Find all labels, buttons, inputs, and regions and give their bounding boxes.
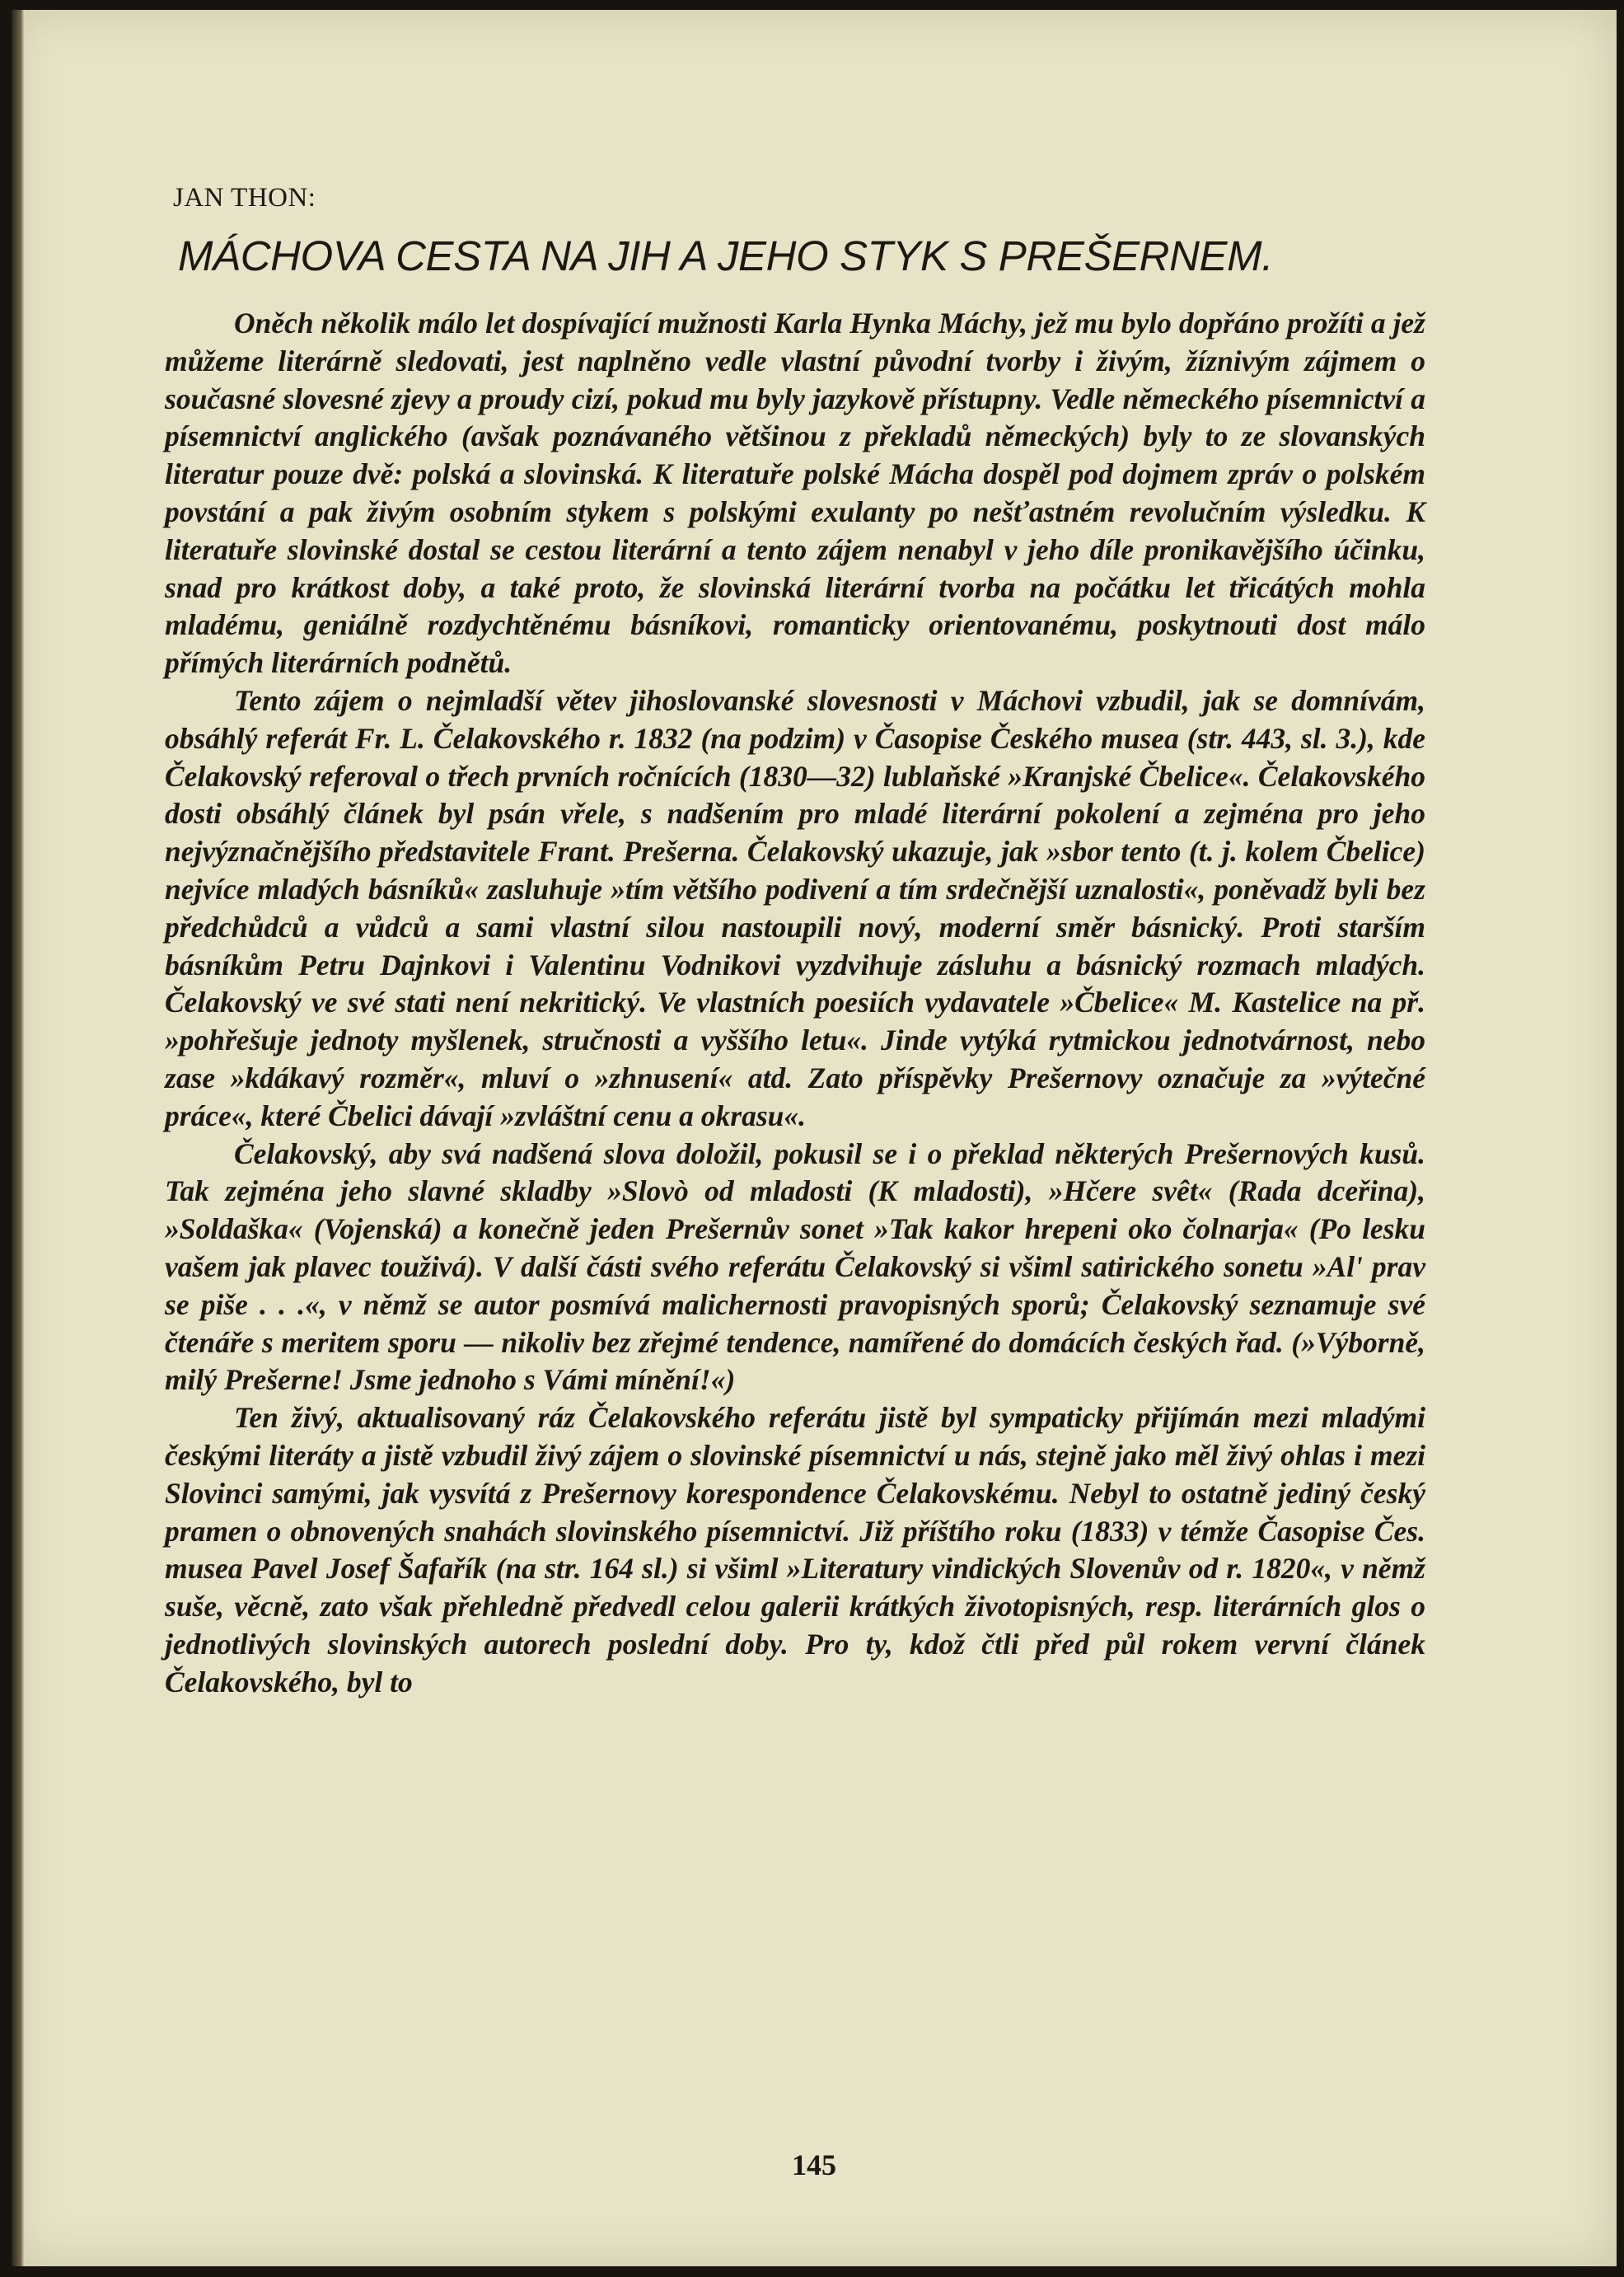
paragraph: Tento zájem o nejmladší větev jihoslovanské slovesnosti v Máchovi vzbudil, jak se domnívám, obsáhlý referát Fr. L. Čelakovského r. 1832 (na podzim) v Časopise Českého musea (str. 443, sl. 3.), kde Čelakovský referoval o třech prvních ročnících (1830—32) lublaňské »Kranjské Čbelice«. Čelakovského dosti obsáhlý článek byl psán vřele, s nadšením pro mladé literární pokolení a zejména pro jeho nejvýznačnějšího představitele Frant. Prešerna. Čelakovský ukazuje, jak »sbor tento (t. j. kolem Čbelice) nejvíce mladých básníků« zasluhuje »tím většího podivení a tím srdečnější uznalosti«, poněvadž byli bez předchůdců a vůdců a sami vlastní silou nastoupili nový, moderní směr básnický. Proti starším básníkům Petru Dajnkovi i Valentinu Vodnikovi vyzdvihuje zásluhu a básnický rozmach mladých. Čelakovský ve své stati není nekritický. Ve vlastních poesiích vydavatele »Čbelice« M. Kastelice na př. »pohřešuje jednoty myšlenek, stručnosti a vyššího letu«. Jinde vytýká rytmickou jednotvárnost, nebo zase »kdákavý rozměr«, mluví o »zhnusení« atd. Zato příspěvky Prešernovy označuje za »výtečné práce«, které Čbelici dávají »zvláštní cenu a okrasu«. (165, 683, 1425, 1132)
author-name: JAN THON: (173, 183, 316, 213)
binding-edge (12, 10, 25, 2266)
paragraph: Ten živý, aktualisovaný ráz Čelakovského referátu jistě byl sympaticky přijímán mezi mladými českými literáty a jistě vzbudil živý zájem o slovinské písemnictví u nás, stejně jako měl živý ohlas i mezi Slovinci samými, jak vysvítá z Prešernovy korespondence Čelakovskému. Nebyl to ostatně jediný český pramen o obnovených snahách slovinského písemnictví. Již příštího roku (1833) v témže Časopise Čes. musea Pavel Josef Šafařík (na str. 164 sl.) si všiml »Literatury vindických Slovenův od r. 1820«, v němž suše, věcně, zato však přehledně předvedl celou galerii krátkých životopisných, resp. literárních glos o jednotlivých slovinských autorech poslední doby. Pro ty, kdož čtli před půl rokem vervní článek Čelakovského, byl to (165, 1401, 1425, 1698)
article (165, 183, 1425, 1701)
book-page (12, 10, 1617, 2266)
paragraph: Oněch několik málo let dospívající mužnosti Karla Hynka Máchy, jež mu bylo dopřáno prožíti a jež můžeme literárně sledovati, jest naplněno vedle vlastní původní tvorby i živým, žíznivým zájmem o současné slovesné zjevy a proudy cizí, pokud mu byly jazykově přístupny. Vedle německého písemnictví a písemnictví anglického (avšak poznávaného většinou z překladů německých) byly to ze slovanských literatur pouze dvě: polská a slovinská. K literatuře polské Mácha dospěl pod dojmem zpráv o polském povstání a pak živým osobním stykem s polskými exulanty po nešťastném revolučním výsledku. K literatuře slovinské dostal se cestou literární a tento zájem nenabyl v jeho díle pronikavějšího účinku, snad pro krátkost doby, a také proto, že slovinská literární tvorba na počátku let třicátých mohla mladému, geniálně rozdychtěnému básníkovi, romanticky orientovanému, poskytnouti dost málo přímých literárních podnětů. (165, 307, 1425, 680)
article-title: MÁCHOVA CESTA NA JIH A JEHO STYK S PREŠERNEM. (178, 232, 1274, 279)
paragraph: Čelakovský, aby svá nadšená slova doložil, pokusil se i o překlad některých Prešernových kusů. Tak zejména jeho slavné skladby »Slovò od mladosti (K mladosti), »Hčere svêt« (Rada dceřina), »Soldaška« (Vojenská) a konečně jeden Prešernův sonet »Tak kakor hrepeni oko čolnarja« (Po lesku vašem jak plavec touživá). V další části svého referátu Čelakovský si všiml satirického sonetu »Al' prav se piše . . .«, v němž se autor posmívá malichernosti pravopisných sporů; Čelakovský seznamuje své čtenáře s meritem sporu — nikoliv bez zřejmé tendence, namířené do domácích českých řad. (»Výborně, milý Prešerne! Jsme jednoho s Vámi mínění!«) (165, 1136, 1425, 1397)
page-number: 145 (792, 2148, 836, 2181)
